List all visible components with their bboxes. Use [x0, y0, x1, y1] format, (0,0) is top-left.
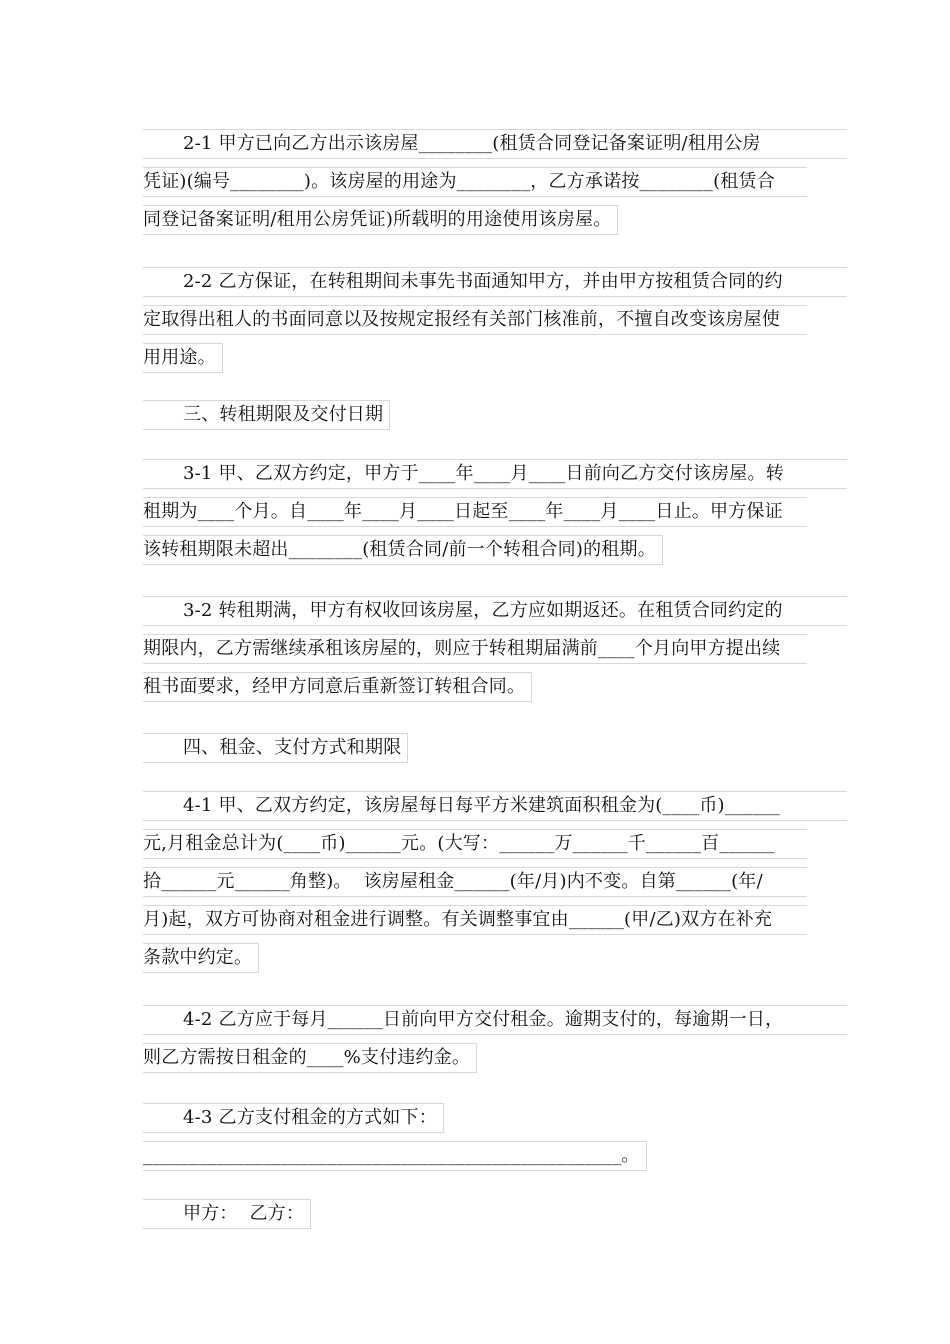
clause-4-1	[143, 787, 813, 977]
clause-4-1-line-5: 条款中约定。	[143, 943, 259, 973]
section-3-heading	[143, 396, 813, 434]
section-4-heading	[143, 729, 813, 767]
clause-4-2-line-1: 4-2 乙方应于每月______日前向甲方交付租金。逾期支付的，每逾期一日，	[143, 1005, 847, 1035]
clause-2-2-line-2: 定取得出租人的书面同意以及按规定报经有关部门核准前，不擅自改变该房屋使	[143, 305, 807, 335]
clause-4-1-line-4: 月)起，双方可协商对租金进行调整。有关调整事宜由______(甲/乙)双方在补充	[143, 905, 807, 935]
clause-4-1-line-1: 4-1 甲、乙双方约定，该房屋每日每平方米建筑面积租金为(____币)______	[143, 791, 847, 821]
clause-3-2-line-1: 3-2 转租期满，甲方有权收回该房屋，乙方应如期返还。在租赁合同约定的	[143, 596, 847, 626]
clause-2-1-line-1: 2-1 甲方已向乙方出示该房屋________(租赁合同登记备案证明/租用公房	[143, 129, 847, 159]
clause-3-2-line-3: 租书面要求，经甲方同意后重新签订转租合同。	[143, 672, 532, 702]
clause-4-2	[143, 1001, 813, 1077]
signature-line: 甲方： 乙方：	[143, 1199, 311, 1229]
clause-2-2	[143, 263, 813, 377]
clause-3-1-line-1: 3-1 甲、乙双方约定，甲方于____年____月____日前向乙方交付该房屋。转	[143, 459, 847, 489]
clause-3-1-line-3: 该转租期限未超出________(租赁合同/前一个转租合同)的租期。	[143, 535, 663, 565]
section-3-title: 三、转租期限及交付日期	[143, 400, 390, 430]
clause-2-1	[143, 125, 813, 239]
clause-2-2-line-3: 用用途。	[143, 343, 223, 373]
clause-2-1-line-3: 同登记备案证明/租用公房凭证)所载明的用途使用该房屋。	[143, 205, 618, 235]
clause-3-1	[143, 455, 813, 569]
clause-3-2-line-2: 期限内，乙方需继续承租该房屋的，则应于转租期届满前____个月向甲方提出续	[143, 634, 807, 664]
clause-2-1-line-2: 凭证)(编号________)。该房屋的用途为________，乙方承诺按________(租赁合	[143, 167, 807, 197]
signature-block	[143, 1195, 813, 1233]
clause-3-2	[143, 592, 813, 706]
clause-4-3	[143, 1099, 813, 1175]
clause-3-1-line-2: 租期为____个月。自____年____月____日起至____年____月____日止。甲方保证	[143, 497, 807, 527]
clause-4-1-line-2: 元,月租金总计为(____币)______元。(大写：______万______千______百______	[143, 829, 807, 859]
clause-2-2-line-1: 2-2 乙方保证，在转租期间未事先书面通知甲方，并由甲方按租赁合同的约	[143, 267, 847, 297]
clause-4-1-line-3: 拾______元______角整)。 该房屋租金______(年/月)内不变。自第______(年/	[143, 867, 807, 897]
clause-4-3-line-2: ____________________________________________________。	[143, 1141, 647, 1171]
section-4-title: 四、租金、支付方式和期限	[143, 733, 408, 763]
clause-4-3-line-1: 4-3 乙方支付租金的方式如下：	[143, 1103, 444, 1133]
clause-4-2-line-2: 则乙方需按日租金的____%支付违约金。	[143, 1043, 477, 1073]
